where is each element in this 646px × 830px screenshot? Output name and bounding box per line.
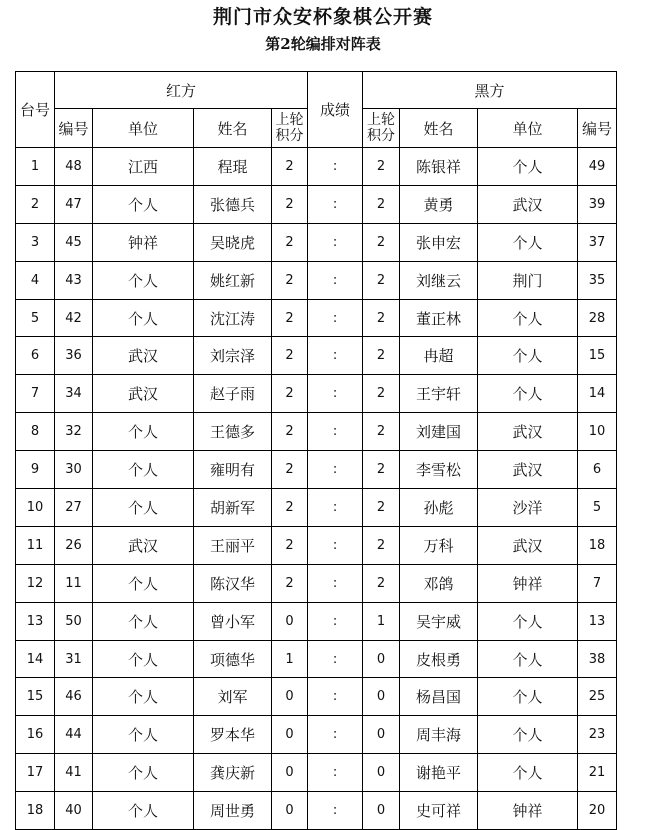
black-name-cell: 邓鸽 (400, 564, 478, 602)
result-cell: : (308, 489, 363, 527)
header-prev-score-line1: 上轮 (275, 112, 304, 128)
red-prev-score-cell: 1 (272, 640, 308, 678)
red-name-cell: 周世勇 (194, 792, 272, 830)
black-name-cell: 万科 (400, 526, 478, 564)
header-prev-score-line2: 积分 (367, 128, 396, 144)
black-name-cell: 谢艳平 (400, 754, 478, 792)
black-name-cell: 黄勇 (400, 185, 478, 223)
result-cell: : (308, 223, 363, 261)
black-name-cell: 孙彪 (400, 489, 478, 527)
black-id-cell: 21 (578, 754, 617, 792)
black-unit-cell: 沙洋 (478, 489, 578, 527)
header-prev-score-line2: 积分 (275, 128, 304, 144)
red-id-cell: 27 (55, 489, 93, 527)
black-prev-score-cell: 0 (363, 792, 400, 830)
red-id-cell: 41 (55, 754, 93, 792)
red-prev-score-cell: 2 (272, 337, 308, 375)
red-unit-cell: 武汉 (93, 337, 194, 375)
result-cell: : (308, 413, 363, 451)
table-row (16, 678, 617, 716)
black-prev-score-cell: 0 (363, 754, 400, 792)
red-unit-cell: 个人 (93, 299, 194, 337)
black-prev-score-cell: 2 (363, 261, 400, 299)
black-prev-score-cell: 2 (363, 564, 400, 602)
black-prev-score-cell: 2 (363, 185, 400, 223)
red-prev-score-cell: 0 (272, 602, 308, 640)
red-id-cell: 34 (55, 375, 93, 413)
red-prev-score-cell: 2 (272, 299, 308, 337)
table-row (16, 716, 617, 754)
result-cell: : (308, 716, 363, 754)
black-prev-score-cell: 2 (363, 489, 400, 527)
black-unit-cell: 个人 (478, 754, 578, 792)
black-name-cell: 周丰海 (400, 716, 478, 754)
red-name-cell: 雍明有 (194, 451, 272, 489)
black-unit-cell: 个人 (478, 602, 578, 640)
black-prev-score-cell: 0 (363, 678, 400, 716)
table-no-cell: 18 (16, 792, 55, 830)
black-unit-cell: 钟祥 (478, 564, 578, 602)
black-name-cell: 张申宏 (400, 223, 478, 261)
red-id-cell: 11 (55, 564, 93, 602)
red-unit-cell: 个人 (93, 792, 194, 830)
black-id-cell: 25 (578, 678, 617, 716)
black-id-cell: 20 (578, 792, 617, 830)
black-unit-cell: 个人 (478, 375, 578, 413)
black-unit-cell: 个人 (478, 678, 578, 716)
table-no-cell: 11 (16, 526, 55, 564)
red-name-cell: 罗本华 (194, 716, 272, 754)
result-cell: : (308, 148, 363, 186)
black-id-cell: 28 (578, 299, 617, 337)
black-unit-cell: 武汉 (478, 526, 578, 564)
table-no-cell: 10 (16, 489, 55, 527)
table-no-cell: 5 (16, 299, 55, 337)
red-name-cell: 程琨 (194, 148, 272, 186)
red-name-cell: 姚红新 (194, 261, 272, 299)
table-row (16, 602, 617, 640)
table-no-cell: 1 (16, 148, 55, 186)
black-id-cell: 10 (578, 413, 617, 451)
black-name-cell: 刘继云 (400, 261, 478, 299)
table-row (16, 223, 617, 261)
black-unit-cell: 个人 (478, 640, 578, 678)
black-name-cell: 史可祥 (400, 792, 478, 830)
red-prev-score-cell: 0 (272, 792, 308, 830)
table-row (16, 185, 617, 223)
red-id-cell: 43 (55, 261, 93, 299)
table-no-cell: 13 (16, 602, 55, 640)
red-prev-score-cell: 2 (272, 413, 308, 451)
black-id-cell: 7 (578, 564, 617, 602)
red-id-cell: 44 (55, 716, 93, 754)
table-no-cell: 8 (16, 413, 55, 451)
black-name-cell: 吴宇威 (400, 602, 478, 640)
table-row (16, 299, 617, 337)
pairing-rows (16, 148, 617, 830)
red-name-cell: 曾小军 (194, 602, 272, 640)
red-unit-cell: 个人 (93, 489, 194, 527)
black-id-cell: 39 (578, 185, 617, 223)
header-red-name: 姓名 (194, 109, 272, 148)
red-prev-score-cell: 2 (272, 375, 308, 413)
black-unit-cell: 荆门 (478, 261, 578, 299)
table-row (16, 261, 617, 299)
table-no-cell: 17 (16, 754, 55, 792)
red-unit-cell: 个人 (93, 564, 194, 602)
red-prev-score-cell: 2 (272, 148, 308, 186)
black-name-cell: 李雪松 (400, 451, 478, 489)
black-name-cell: 王宇轩 (400, 375, 478, 413)
red-prev-score-cell: 2 (272, 564, 308, 602)
black-prev-score-cell: 1 (363, 602, 400, 640)
red-unit-cell: 个人 (93, 261, 194, 299)
red-name-cell: 胡新军 (194, 489, 272, 527)
result-cell: : (308, 678, 363, 716)
page-title: 荆门市众安杯象棋公开赛 (212, 6, 433, 28)
red-unit-cell: 个人 (93, 185, 194, 223)
table-row (16, 754, 617, 792)
table-row (16, 337, 617, 375)
result-cell: : (308, 640, 363, 678)
black-unit-cell: 个人 (478, 337, 578, 375)
black-prev-score-cell: 2 (363, 526, 400, 564)
table-no-cell: 12 (16, 564, 55, 602)
black-name-cell: 陈银祥 (400, 148, 478, 186)
result-cell: : (308, 299, 363, 337)
result-cell: : (308, 451, 363, 489)
result-cell: : (308, 564, 363, 602)
black-prev-score-cell: 2 (363, 223, 400, 261)
red-prev-score-cell: 2 (272, 451, 308, 489)
black-prev-score-cell: 2 (363, 413, 400, 451)
black-id-cell: 49 (578, 148, 617, 186)
black-id-cell: 6 (578, 451, 617, 489)
table-row (16, 792, 617, 830)
table-no-cell: 16 (16, 716, 55, 754)
table-row (16, 375, 617, 413)
table-no-cell: 3 (16, 223, 55, 261)
red-id-cell: 46 (55, 678, 93, 716)
red-id-cell: 30 (55, 451, 93, 489)
red-prev-score-cell: 0 (272, 678, 308, 716)
red-unit-cell: 个人 (93, 451, 194, 489)
table-no-cell: 6 (16, 337, 55, 375)
header-red-prev-score (272, 109, 308, 148)
header-red-unit: 单位 (93, 109, 194, 148)
black-prev-score-cell: 2 (363, 299, 400, 337)
red-unit-cell: 个人 (93, 602, 194, 640)
header-black-name: 姓名 (400, 109, 478, 148)
red-unit-cell: 武汉 (93, 375, 194, 413)
result-cell: : (308, 792, 363, 830)
red-id-cell: 40 (55, 792, 93, 830)
black-unit-cell: 个人 (478, 299, 578, 337)
header-black-side: 黑方 (363, 72, 617, 109)
black-prev-score-cell: 0 (363, 716, 400, 754)
black-prev-score-cell: 2 (363, 148, 400, 186)
red-prev-score-cell: 0 (272, 716, 308, 754)
pairing-table (15, 71, 617, 830)
black-name-cell: 董正林 (400, 299, 478, 337)
header-black-unit: 单位 (478, 109, 578, 148)
black-unit-cell: 武汉 (478, 413, 578, 451)
red-unit-cell: 个人 (93, 413, 194, 451)
red-id-cell: 42 (55, 299, 93, 337)
table-no-cell: 15 (16, 678, 55, 716)
black-id-cell: 37 (578, 223, 617, 261)
black-prev-score-cell: 2 (363, 337, 400, 375)
black-id-cell: 35 (578, 261, 617, 299)
red-id-cell: 45 (55, 223, 93, 261)
result-cell: : (308, 754, 363, 792)
table-no-cell: 9 (16, 451, 55, 489)
black-unit-cell: 个人 (478, 223, 578, 261)
black-id-cell: 38 (578, 640, 617, 678)
black-unit-cell: 武汉 (478, 185, 578, 223)
red-prev-score-cell: 2 (272, 526, 308, 564)
table-no-cell: 4 (16, 261, 55, 299)
header-result: 成绩 (308, 72, 363, 148)
table-row (16, 640, 617, 678)
table-row (16, 148, 617, 186)
red-name-cell: 陈汉华 (194, 564, 272, 602)
table-row (16, 564, 617, 602)
red-name-cell: 王丽平 (194, 526, 272, 564)
black-name-cell: 冉超 (400, 337, 478, 375)
table-row (16, 526, 617, 564)
red-id-cell: 47 (55, 185, 93, 223)
red-name-cell: 龚庆新 (194, 754, 272, 792)
red-id-cell: 50 (55, 602, 93, 640)
black-unit-cell: 个人 (478, 148, 578, 186)
red-name-cell: 刘军 (194, 678, 272, 716)
red-name-cell: 项德华 (194, 640, 272, 678)
table-row (16, 413, 617, 451)
black-name-cell: 刘建国 (400, 413, 478, 451)
black-id-cell: 5 (578, 489, 617, 527)
red-name-cell: 王德多 (194, 413, 272, 451)
red-id-cell: 26 (55, 526, 93, 564)
red-prev-score-cell: 2 (272, 489, 308, 527)
red-name-cell: 张德兵 (194, 185, 272, 223)
red-unit-cell: 个人 (93, 640, 194, 678)
red-prev-score-cell: 2 (272, 185, 308, 223)
table-no-cell: 2 (16, 185, 55, 223)
black-prev-score-cell: 2 (363, 375, 400, 413)
black-unit-cell: 武汉 (478, 451, 578, 489)
header-red-id: 编号 (55, 109, 93, 148)
black-unit-cell: 钟祥 (478, 792, 578, 830)
black-name-cell: 皮根勇 (400, 640, 478, 678)
red-prev-score-cell: 0 (272, 754, 308, 792)
result-cell: : (308, 185, 363, 223)
red-id-cell: 31 (55, 640, 93, 678)
black-id-cell: 14 (578, 375, 617, 413)
black-prev-score-cell: 2 (363, 451, 400, 489)
red-id-cell: 32 (55, 413, 93, 451)
result-cell: : (308, 375, 363, 413)
black-id-cell: 18 (578, 526, 617, 564)
red-name-cell: 沈江涛 (194, 299, 272, 337)
red-name-cell: 赵子雨 (194, 375, 272, 413)
red-name-cell: 刘宗泽 (194, 337, 272, 375)
result-cell: : (308, 602, 363, 640)
red-id-cell: 48 (55, 148, 93, 186)
table-no-cell: 14 (16, 640, 55, 678)
result-cell: : (308, 526, 363, 564)
red-name-cell: 吴晓虎 (194, 223, 272, 261)
black-id-cell: 23 (578, 716, 617, 754)
header-row-top (16, 72, 617, 109)
black-unit-cell: 个人 (478, 716, 578, 754)
black-id-cell: 13 (578, 602, 617, 640)
red-unit-cell: 个人 (93, 716, 194, 754)
header-table-no: 台号 (16, 72, 55, 148)
red-unit-cell: 武汉 (93, 526, 194, 564)
red-prev-score-cell: 2 (272, 223, 308, 261)
red-unit-cell: 个人 (93, 754, 194, 792)
red-unit-cell: 钟祥 (93, 223, 194, 261)
result-cell: : (308, 337, 363, 375)
table-row (16, 451, 617, 489)
header-black-prev-score (363, 109, 400, 148)
header-prev-score-line1: 上轮 (367, 112, 396, 128)
red-unit-cell: 个人 (93, 678, 194, 716)
black-id-cell: 15 (578, 337, 617, 375)
black-name-cell: 杨昌国 (400, 678, 478, 716)
black-prev-score-cell: 0 (363, 640, 400, 678)
table-no-cell: 7 (16, 375, 55, 413)
red-prev-score-cell: 2 (272, 261, 308, 299)
header-black-id: 编号 (578, 109, 617, 148)
header-red-side: 红方 (55, 72, 308, 109)
red-id-cell: 36 (55, 337, 93, 375)
page-subtitle: 第2轮编排对阵表 (265, 35, 381, 53)
table-row (16, 489, 617, 527)
result-cell: : (308, 261, 363, 299)
red-unit-cell: 江西 (93, 148, 194, 186)
